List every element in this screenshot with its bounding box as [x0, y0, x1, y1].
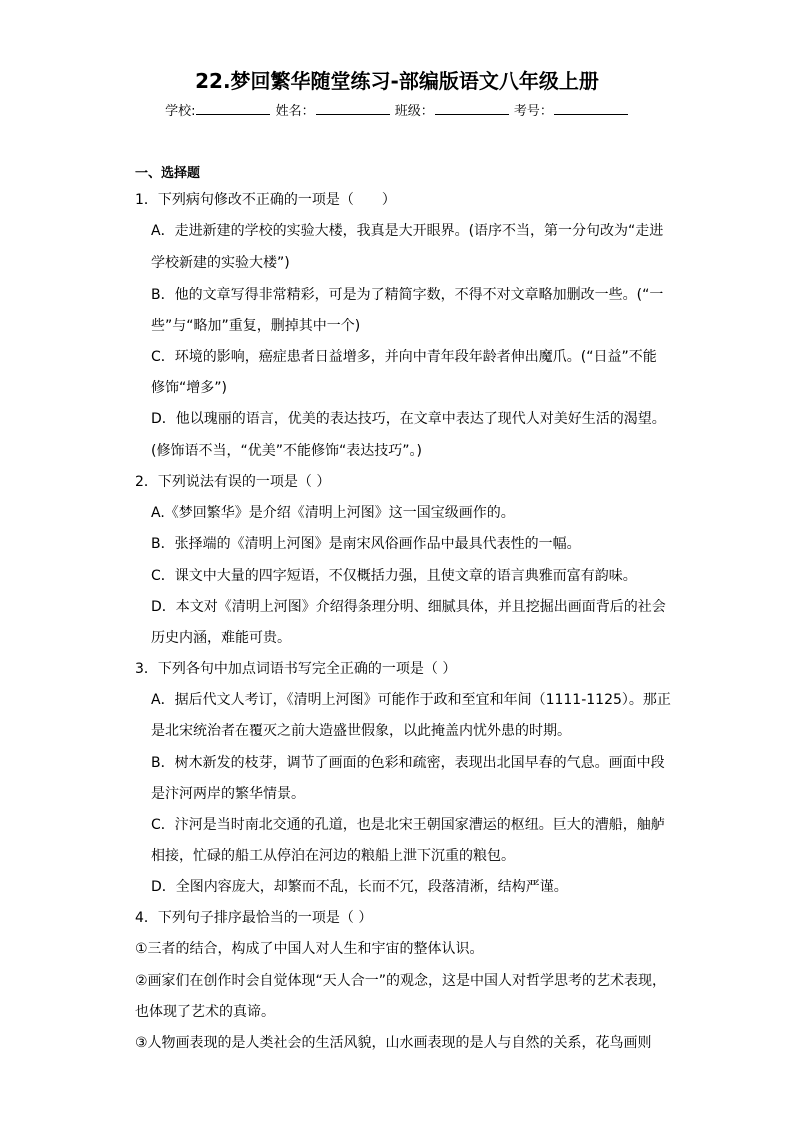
- school-blank: [196, 100, 270, 115]
- q1-option-c: C．环境的影响，癌症患者日益增多，并向中青年段年龄者伸出魔爪。(“日益”不能: [151, 349, 657, 365]
- q1-option-d-cont: (修饰语不当，“优美”不能修饰“表达技巧”。): [151, 443, 422, 459]
- question-3: 3．下列各句中加点词语书写完全正确的一项是（ ）: [135, 661, 457, 677]
- q3-option-b-cont: 是汴河两岸的繁华情景。: [151, 786, 305, 802]
- q1-option-b: B．他的文章写得非常精彩，可是为了精简字数，不得不对文章略加删改一些。(“一: [151, 287, 664, 303]
- question-4: 4．下列句子排序最恰当的一项是（ ）: [135, 910, 373, 926]
- q1-option-d: D．他以瑰丽的语言，优美的表达技巧，在文章中表达了现代人对美好生活的渴望。: [151, 411, 666, 427]
- class-label: 班级：: [394, 104, 434, 119]
- q4-sentence-1: ①三者的结合，构成了中国人对人生和宇宙的整体认识。: [135, 941, 484, 957]
- document-title: 22.梦回繁华随堂练习-部编版语文八年级上册: [195, 69, 599, 93]
- q1-option-b-cont: 些”与“略加”重复，删掉其中一个): [151, 318, 361, 334]
- q2-option-d-cont: 历史内涵，难能可贵。: [151, 630, 291, 646]
- name-label: 姓名：: [275, 104, 315, 119]
- q2-option-c: C．课文中大量的四字短语，不仅概括力强，且使文章的语言典雅而富有韵味。: [151, 568, 637, 584]
- name-blank: [316, 100, 390, 115]
- q1-option-c-cont: 修饰“增多”): [151, 380, 227, 396]
- section-heading: 一、选择题: [135, 166, 201, 181]
- exam-number-label: 考号：: [513, 104, 553, 119]
- q2-option-d: D．本文对《清明上河图》介绍得条理分明、细腻具体，并且挖掘出画面背后的社会: [151, 599, 666, 615]
- q3-option-c: C．汴河是当时南北交通的孔道，也是北宋王朝国家漕运的枢纽。巨大的漕船，舳舻: [151, 817, 665, 833]
- exam-number-blank: [554, 100, 628, 115]
- school-label: 学校:: [165, 104, 196, 119]
- q3-option-a: A．据后代文人考订，《清明上河图》可能作于政和至宜和年间（1111-1125）。那正: [151, 692, 671, 708]
- q2-option-a: A.《梦回繁华》是介绍《清明上河图》这一国宝级画作的。: [151, 505, 515, 521]
- q4-sentence-2-cont: 也体现了艺术的真谛。: [135, 1004, 275, 1020]
- q3-option-a-cont: 是北宋统治者在覆灭之前大造盛世假象，以此掩盖内忧外患的时期。: [151, 723, 571, 739]
- q4-sentence-2: ②画家们在创作时会自觉体现“天人合一”的观念，这是中国人对哲学思考的艺术表现，: [135, 973, 667, 989]
- class-blank: [435, 100, 509, 115]
- q1-option-a: A．走进新建的学校的实验大楼，我真是大开眼界。(语序不当，第一分句改为“走进: [151, 223, 664, 239]
- q4-sentence-3: ③人物画表现的是人类社会的生活风貌，山水画表现的是人与自然的关系，花鸟画则: [135, 1035, 652, 1051]
- question-1: 1．下列病句修改不正确的一项是（ ）: [135, 192, 396, 208]
- student-info-fields: [0, 100, 794, 124]
- q3-option-b: B．树木新发的枝芽，调节了画面的色彩和疏密，表现出北国早春的气息。画面中段: [151, 755, 665, 771]
- q3-option-d: D．全图内容庞大，却繁而不乱，长而不冗，段落清淅，结构严谨。: [151, 879, 568, 895]
- q2-option-b: B．张择端的《清明上河图》是南宋风俗画作品中最具代表性的一幅。: [151, 536, 581, 552]
- q1-option-a-cont: 学校新建的实验大楼”): [151, 255, 290, 271]
- q3-option-c-cont: 相接，忙碌的船工从停泊在河边的粮船上泄下沉重的粮包。: [151, 848, 515, 864]
- question-2: 2．下列说法有误的一项是（ ）: [135, 474, 331, 490]
